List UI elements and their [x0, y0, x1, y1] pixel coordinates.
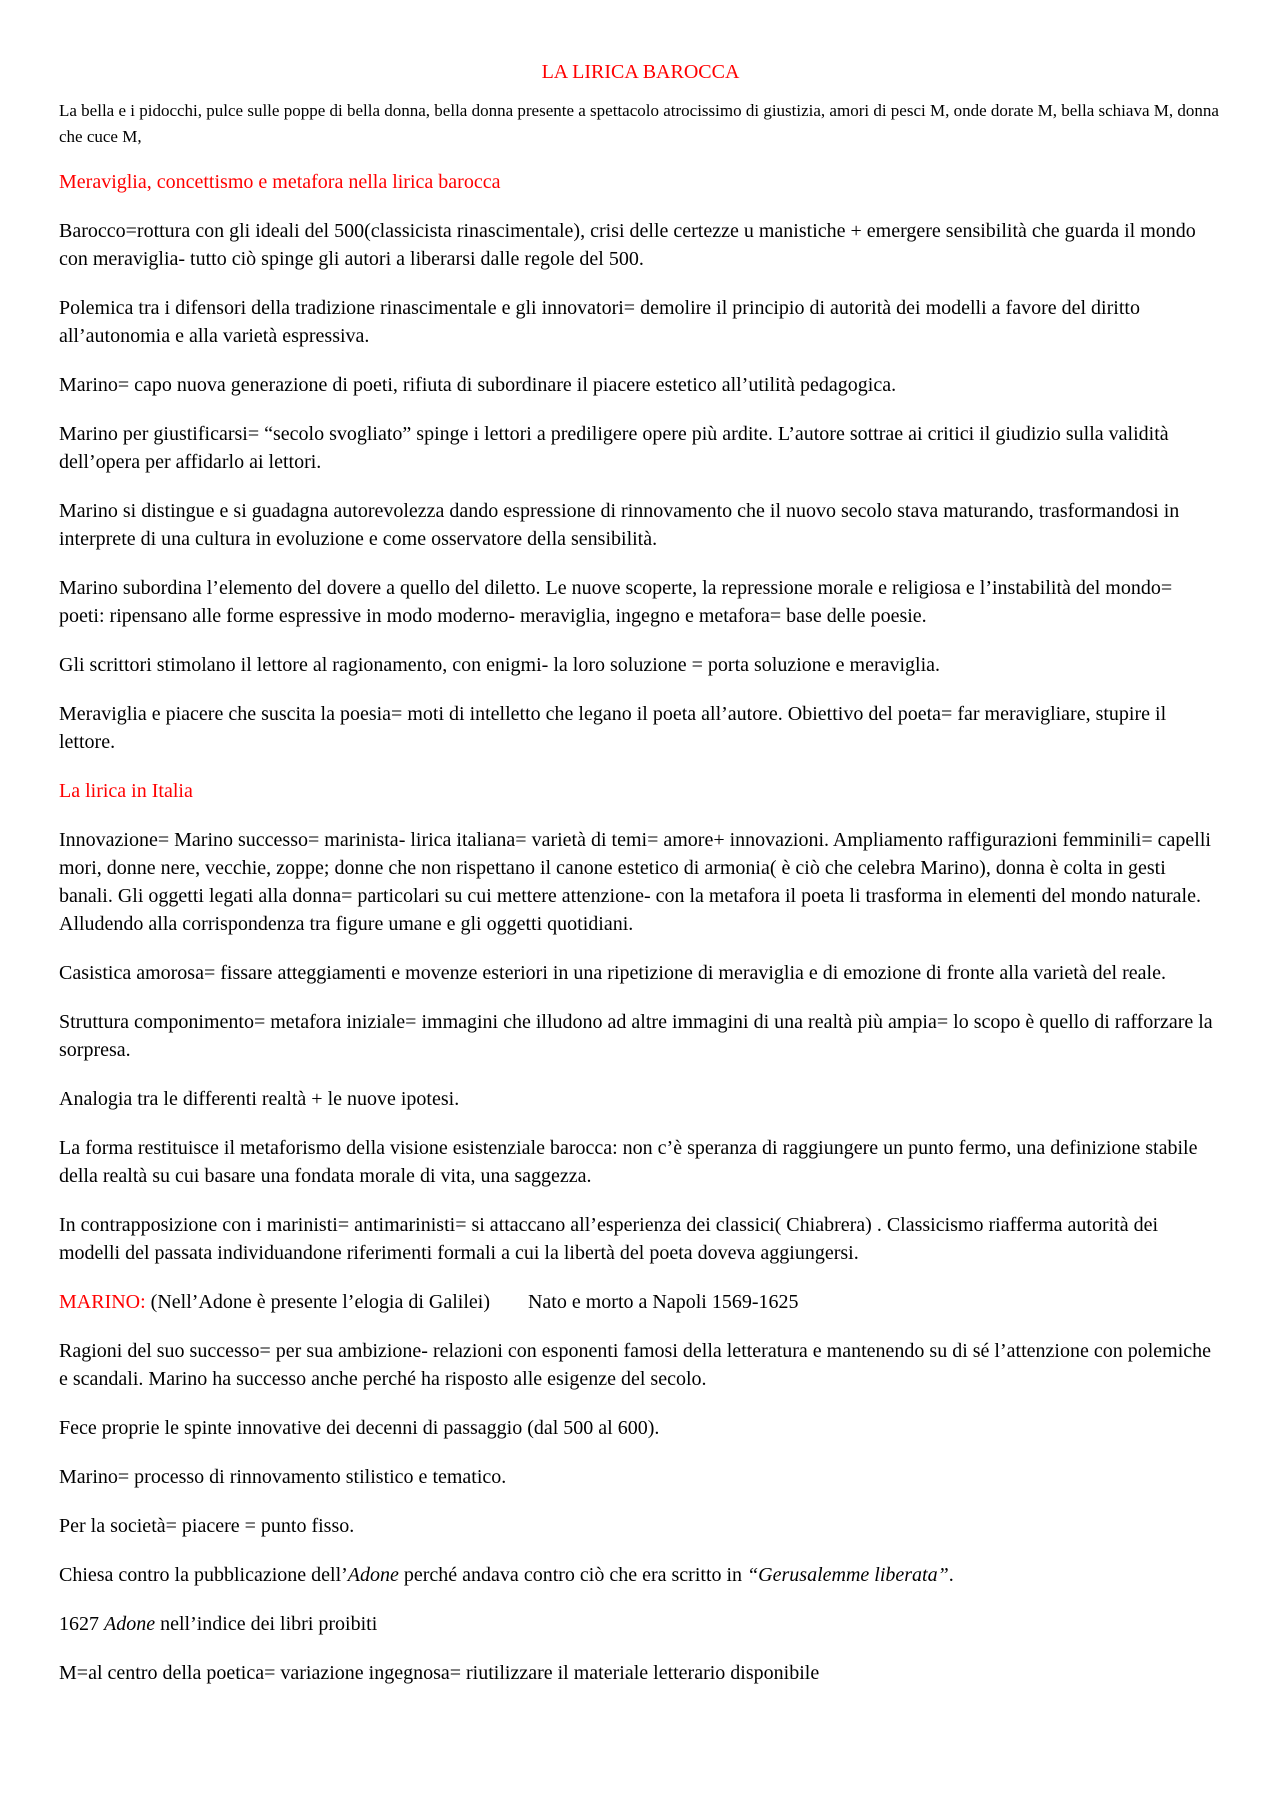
text-span: . [948, 1564, 954, 1586]
gerusalemme-title: “Gerusalemme liberata” [747, 1564, 949, 1586]
paragraph: La forma restituisce il metaforismo della visione esistenziale barocca: non c’è speranza di raggiungere un punto fermo, una definizione stabile della realtà su cui basare una fondata morale di vita, una saggezza. [59, 1137, 1198, 1187]
paragraph: Meraviglia e piacere che suscita la poesia= moti di intelletto che legano il poeta all’autore. Obiettivo del poeta= far meravigliare, stupire il lettore. [59, 703, 1167, 753]
paragraph: Marino per giustificarsi= “secolo svogliato” spinge i lettori a prediligere opere più ardite. L’autore sottrae ai critici il giudizio sulla validità dell’opera per affidarlo ai lettori. [59, 423, 1169, 473]
paragraph: Marino= processo di rinnovamento stilistico e tematico. [59, 1466, 507, 1488]
paragraph: Casistica amorosa= fissare atteggiamenti e movenze esteriori in una ripetizione di meraviglia e di emozione di fronte alla varietà del reale. [59, 962, 1166, 984]
paragraph: In contrapposizione con i marinisti= antimarinisti= si attaccano all’esperienza dei classici( Chiabrera) . Classicismo riafferma autorità dei modelli del passata individuandone riferimenti formali a cui la libertà del poeta doveva aggiungersi. [59, 1214, 1159, 1264]
paragraph: Analogia tra le differenti realtà + le nuove ipotesi. [59, 1088, 460, 1110]
text-span: nell’indice dei libri proibiti [155, 1613, 378, 1635]
chiesa-paragraph [59, 1561, 1222, 1589]
text-span: Chiesa contro la pubblicazione dell’ [59, 1564, 348, 1586]
section-heading-meraviglia: Meraviglia, concettismo e metafora nella lirica barocca [59, 171, 501, 193]
paragraph: Marino si distingue e si guadagna autorevolezza dando espressione di rinnovamento che il nuovo secolo stava maturando, trasformandosi in interprete di una cultura in evoluzione e come osservatore della sensibilità. [59, 500, 1180, 550]
document-title: LA LIRICA BAROCCA [541, 61, 740, 83]
paragraph: Barocco=rottura con gli ideali del 500(classicista rinascimentale), crisi delle certezze u manistiche + emergere sensibilità che guarda il mondo con meraviglia- tutto ciò spinge gli autori a liberarsi dalle regole del 500. [59, 220, 1196, 270]
paragraph: Innovazione= Marino successo= marinista- lirica italiana= varietà di temi= amore+ innovazioni. Ampliamento raffigurazioni femminili= capelli mori, donne nere, vecchie, zoppe; donne che non rispettano il canone estetico di armonia( è ciò che celebra Marino), donna è colta in gesti banali. Gli oggetti legati alla donna= particolari su cui mettere attenzione- con la metafora il poeta li trasforma in elementi del mondo naturale. Alludendo alla corrispondenza tra figure umane e gli oggetti quotidiani. [59, 829, 1211, 935]
paragraph: Marino subordina l’elemento del dovere a quello del diletto. Le nuove scoperte, la repressione morale e religiosa e l’instabilità del mondo= poeti: ripensano alle forme espressive in modo moderno- meraviglia, ingegno e metafora= base delle poesie. [59, 577, 1173, 627]
paragraph: Per la società= piacere = punto fisso. [59, 1515, 355, 1537]
paragraph: Struttura componimento= metafora iniziale= immagini che illudono ad altre immagini di una realtà più ampia= lo scopo è quello di rafforzare la sorpresa. [59, 1011, 1213, 1061]
adone-title: Adone [104, 1613, 156, 1635]
paragraph: Gli scrittori stimolano il lettore al ragionamento, con enigmi- la loro soluzione = porta soluzione e meraviglia. [59, 654, 941, 676]
intro-paragraph: La bella e i pidocchi, pulce sulle poppe di bella donna, bella donna presente a spettacolo atrocissimo di giustizia, amori di pesci M, onde dorate M, bella schiava M, donna che cuce M, [59, 101, 1219, 146]
text-span: perché andava contro ciò che era scritto in [398, 1564, 748, 1586]
marino-note: (Nell’Adone è presente l’elogia di Galilei) [145, 1291, 490, 1313]
paragraph: Polemica tra i difensori della tradizione rinascimentale e gli innovatori= demolire il principio di autorità dei modelli a favore del diritto all’autonomia e alla varietà espressiva. [59, 297, 1140, 347]
paragraph: Marino= capo nuova generazione di poeti, rifiuta di subordinare il piacere estetico all’utilità pedagogica. [59, 374, 897, 396]
paragraph: Fece proprie le spinte innovative dei decenni di passaggio (dal 500 al 600). [59, 1417, 660, 1439]
marino-bio: Nato e morto a Napoli 1569-1625 [527, 1291, 799, 1313]
marino-label: MARINO: [59, 1291, 146, 1313]
marino-heading-line [59, 1288, 1222, 1316]
indice-paragraph [59, 1610, 1222, 1638]
adone-title: Adone [347, 1564, 399, 1586]
paragraph: Ragioni del suo successo= per sua ambizione- relazioni con esponenti famosi della letteratura e mantenendo su di sé l’attenzione con polemiche e scandali. Marino ha successo anche perché ha risposto alle esigenze del secolo. [59, 1340, 1212, 1390]
paragraph: M=al centro della poetica= variazione ingegnosa= riutilizzare il materiale letterario disponibile [59, 1662, 820, 1684]
section-heading-lirica-italia: La lirica in Italia [59, 780, 193, 802]
text-span: 1627 [59, 1613, 104, 1635]
